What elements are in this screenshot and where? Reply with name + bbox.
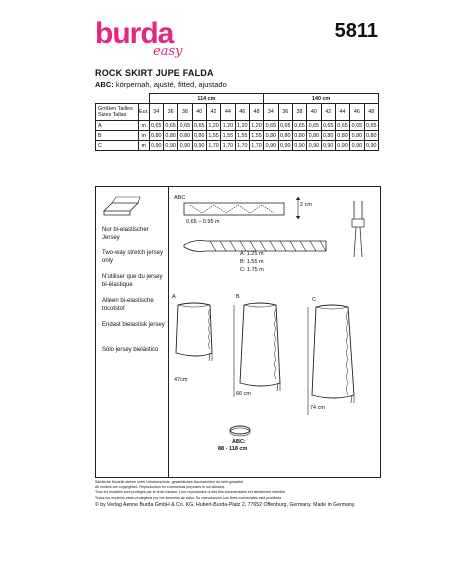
- size-cell: 42: [321, 104, 335, 121]
- tape-length: 0.65 – 0.95 m: [186, 219, 220, 225]
- legal-de: Sämtliche Modelle stehen unter Urheberschutz, gewerbliches Nacharbeiten ist nicht gestattet.: [95, 480, 245, 484]
- yardage-cell: 0,65: [337, 122, 348, 129]
- elastic-loop-icon: [228, 423, 252, 439]
- legal-notice: [95, 480, 379, 501]
- elastic-range: 88 - 118 cm: [218, 446, 248, 452]
- fit-text: körpernah, ajusté, fitted, ajustado: [113, 80, 227, 89]
- size-cell: 44: [335, 104, 349, 121]
- illustration-panel: [95, 186, 381, 478]
- fit-description: [95, 80, 227, 89]
- yardage-row: [96, 121, 379, 131]
- view-letter: C: [96, 141, 139, 151]
- yardage-cell: 0,90: [308, 142, 320, 149]
- yardage-cell: 0,65: [366, 122, 377, 129]
- size-label-1: Größen Tailles: [98, 106, 133, 112]
- size-cell: 48: [364, 104, 378, 121]
- size-cell: 46: [350, 104, 364, 121]
- yardage-cell: 0,80: [308, 132, 320, 139]
- elastic-label: ABC:: [232, 439, 246, 445]
- note-de: Nur bi-elastischer Jersey: [102, 227, 149, 241]
- yardage-cell: 0,80: [351, 132, 363, 139]
- yardage-cell: 0,65: [193, 122, 205, 129]
- view-a-label: A: [172, 294, 176, 300]
- unit-cell: m: [139, 121, 150, 131]
- yardage-cell: 1,55: [208, 132, 219, 139]
- yardage-cell: 0,65: [351, 122, 363, 129]
- size-cell: 38: [178, 104, 192, 121]
- cord-length-c: C: 1.75 m: [240, 267, 264, 273]
- yardage-cell: 0,90: [322, 142, 334, 149]
- yardage-cell: 1,70: [236, 142, 248, 149]
- eur-label: Eur.: [139, 104, 150, 121]
- legal-es: Todos los modelos están protegidos por los derechos de autor. Su reproducción con fines comerciales está prohibida.: [95, 495, 283, 500]
- yardage-cell: 1,55: [222, 132, 234, 139]
- view-letter: A: [96, 121, 139, 131]
- size-cell: 44: [221, 104, 235, 121]
- yardage-cell: 0,80: [294, 132, 305, 139]
- pattern-number: 5811: [334, 20, 378, 42]
- yardage-cell: 0,90: [351, 142, 363, 149]
- view-b-length: 66 cm: [236, 391, 251, 397]
- yardage-cell: 0,90: [366, 142, 377, 149]
- yardage-cell: 1,55: [251, 132, 262, 139]
- yardage-cell: 0,80: [337, 132, 348, 139]
- size-cell: 40: [192, 104, 206, 121]
- yardage-row: [96, 131, 379, 141]
- yardage-cell: 0,80: [179, 132, 191, 139]
- size-cell: 42: [206, 104, 220, 121]
- yardage-cell: 1,20: [222, 122, 234, 129]
- yardage-cell: 1,20: [208, 122, 219, 129]
- size-cell: 36: [163, 104, 177, 121]
- yardage-cell: 0,90: [165, 142, 176, 149]
- yardage-cell: 0,80: [322, 132, 334, 139]
- yardage-cell: 0,80: [165, 132, 176, 139]
- brand-name: burda: [95, 17, 174, 50]
- yardage-cell: 0,65: [165, 122, 176, 129]
- notions-abc: ABC: [174, 195, 186, 201]
- yardage-cell: 1,70: [251, 142, 262, 149]
- yardage-cell: 0,65: [179, 122, 191, 129]
- size-cell: 34: [264, 104, 278, 121]
- cord-lengths: [240, 250, 264, 274]
- yardage-cell: 0,90: [265, 142, 277, 149]
- note-fr: N'utiliser que du jersey bi-élastique: [102, 274, 163, 288]
- yardage-table: [95, 93, 379, 151]
- brand-tag: easy: [153, 44, 183, 59]
- view-c-label: C: [312, 297, 316, 303]
- yardage-cell: 0,65: [294, 122, 305, 129]
- yardage-cell: 0,65: [265, 122, 277, 129]
- legal-fr: Tous les modèles sont protégés par le droit d'auteur. Leur reproduction à des fins commerciales est strictement interdite.: [95, 490, 287, 495]
- legal-en: All models are copyrighted. Reproduction for commercial purposes is not allowed.: [95, 485, 225, 490]
- width-140: 140 cm: [264, 94, 379, 104]
- yardage-cell: 1,70: [208, 142, 219, 149]
- yardage-cell: 0,80: [151, 132, 162, 139]
- view-a-length: 47cm: [174, 377, 188, 383]
- unit-cell: m: [139, 131, 150, 141]
- size-cell: 36: [278, 104, 292, 121]
- size-cell: 46: [235, 104, 249, 121]
- yardage-cell: 0,90: [294, 142, 305, 149]
- garment-title: ROCK SKIRT JUPE FALDA: [95, 68, 214, 78]
- sizes-row: [96, 104, 379, 121]
- note-nl: Alleen bi-elastische tricotstof: [102, 298, 154, 312]
- notions-drawing: [176, 197, 376, 277]
- size-labels: [96, 104, 139, 121]
- fit-code: ABC:: [95, 80, 114, 89]
- yardage-cell: 0,65: [308, 122, 320, 129]
- size-label-2: Sizes Tallas: [98, 112, 127, 118]
- view-letter: B: [96, 131, 139, 141]
- width-114: 114 cm: [149, 94, 264, 104]
- width-header-row: [96, 94, 379, 104]
- yardage-cell: 0,80: [279, 132, 291, 139]
- copyright-line: © by Verlag Aenne Burda GmbH & Co. KG, Hubert-Burda-Platz 2, 77652 Offenburg, Germany. Made in Germany.: [95, 502, 356, 508]
- yardage-cell: 0,90: [179, 142, 191, 149]
- yardage-cell: 0,90: [193, 142, 205, 149]
- yardage-cell: 0,65: [322, 122, 334, 129]
- yardage-cell: 0,80: [265, 132, 277, 139]
- skirt-views-drawing: [168, 297, 380, 427]
- yardage-cell: 0,90: [337, 142, 348, 149]
- yardage-cell: 1,20: [236, 122, 248, 129]
- note-es: Sólo jersey bielástico: [102, 347, 159, 353]
- yardage-cell: 0,80: [366, 132, 377, 139]
- yardage-cell: 0,80: [193, 132, 205, 139]
- burda-logo: [95, 18, 187, 62]
- view-b-label: B: [236, 294, 240, 300]
- skirt-b-shape: [240, 303, 280, 386]
- yardage-cell: 0,90: [279, 142, 291, 149]
- yardage-cell: 0,65: [151, 122, 162, 129]
- fabric-notes-column: [96, 187, 169, 477]
- size-cell: 34: [149, 104, 163, 121]
- yardage-cell: 1,55: [236, 132, 248, 139]
- fabric-stretch-icon: [102, 193, 142, 219]
- unit-cell: m: [139, 141, 150, 151]
- tape-width: 2 cm: [300, 202, 312, 208]
- tape-shape: [184, 203, 284, 215]
- view-c-length: 74 cm: [310, 405, 325, 411]
- yardage-cell: 0,65: [279, 122, 291, 129]
- size-cell: 38: [292, 104, 306, 121]
- cord-length-a: A: 1.25 m: [240, 251, 264, 257]
- size-cell: 40: [307, 104, 321, 121]
- size-cell: 48: [249, 104, 263, 121]
- note-en: Two-way stretch jersey only: [102, 250, 164, 264]
- yardage-cell: 1,20: [251, 122, 262, 129]
- yardage-cell: 0,90: [151, 142, 162, 149]
- skirt-a-shape: [176, 303, 212, 356]
- yardage-row: [96, 141, 379, 151]
- cord-length-b: B: 1.55 m: [240, 259, 264, 265]
- note-sv: Endast bielastisk jersey: [102, 322, 165, 328]
- yardage-cell: 1,70: [222, 142, 234, 149]
